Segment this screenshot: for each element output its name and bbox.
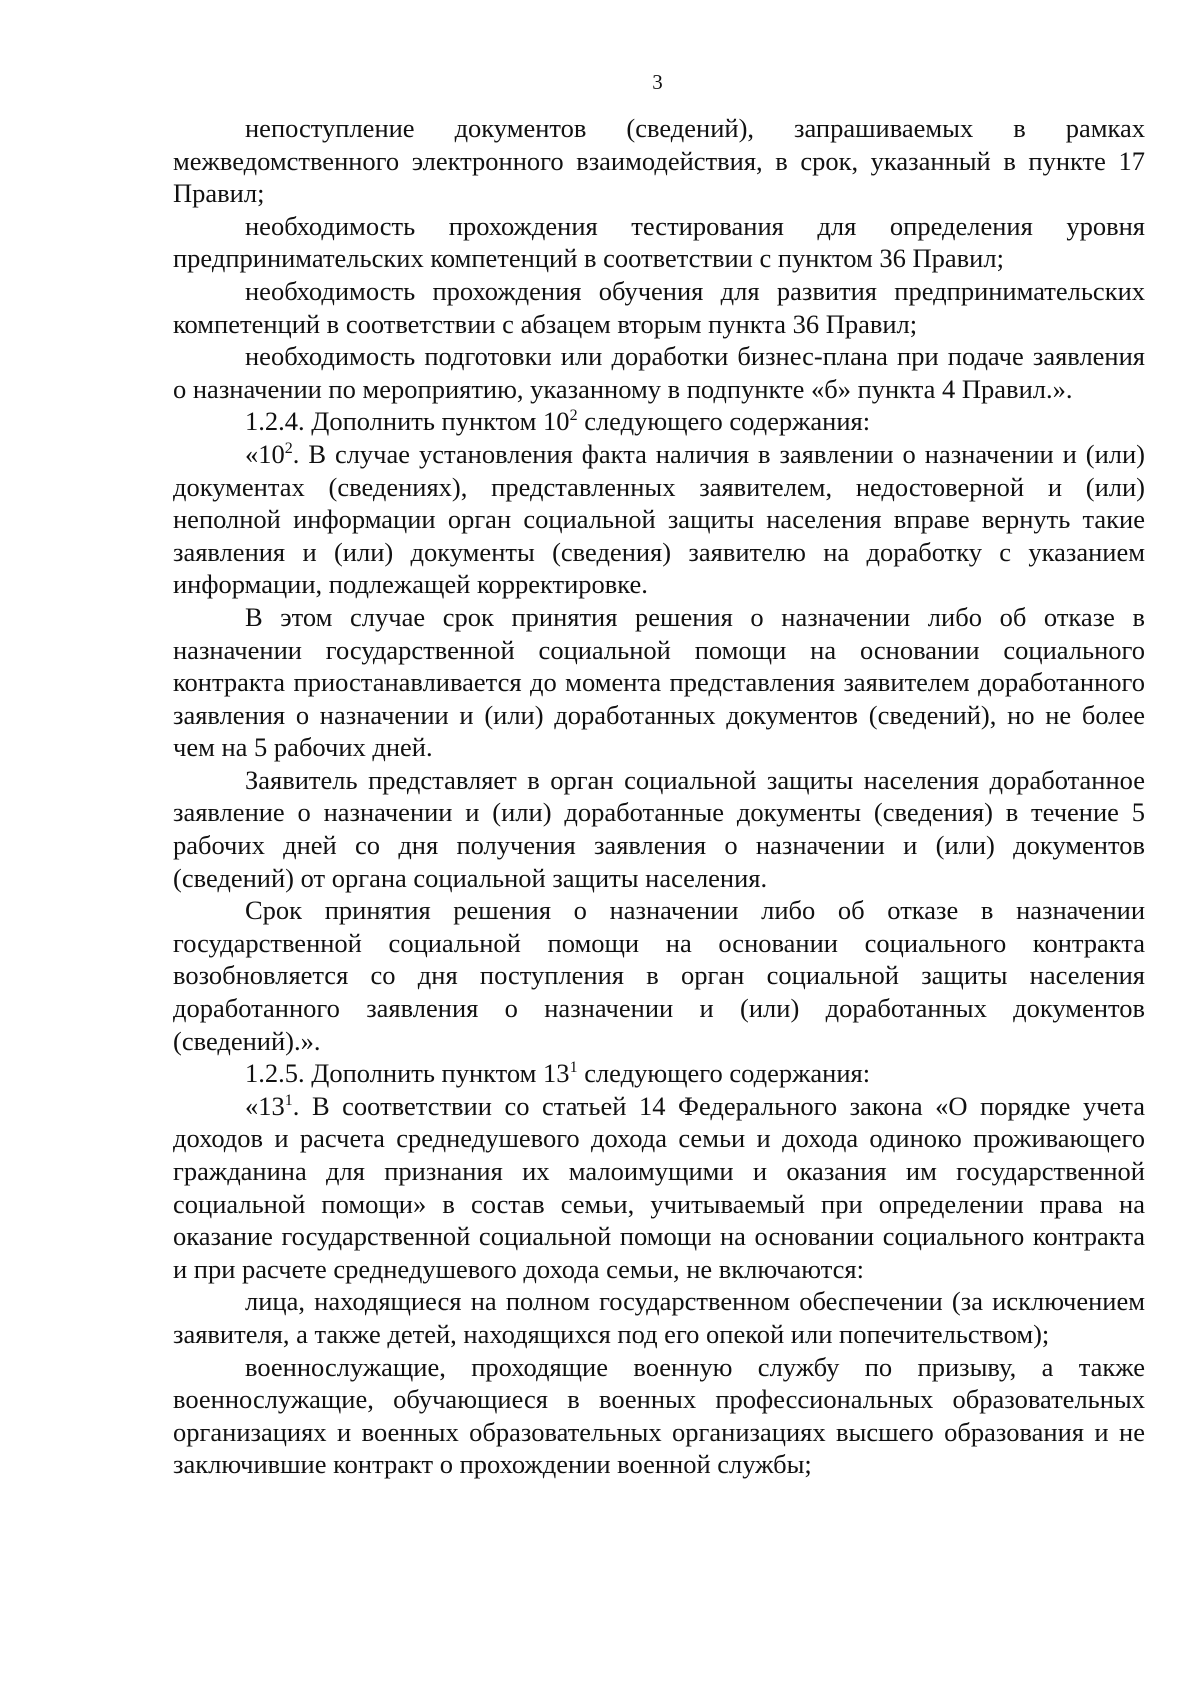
paragraph-text: «10 — [245, 438, 285, 469]
paragraph: необходимость подготовки или доработки бизнес-плана при подаче заявления о назначении по мероприятию, указанному в подпункте «б» пункта 4 Правил.». — [173, 341, 1145, 404]
page-number: 3 — [652, 70, 663, 94]
paragraph-text: «13 — [245, 1090, 285, 1121]
paragraph: Срок принятия решения о назначении либо об отказе в назначении государственной социальной помощи на основании социального контракта возобновляется со дня поступления в орган социальной защиты населения доработанного заявления о назначении и (или) доработанных документов (сведений).». — [173, 895, 1145, 1056]
paragraph-text: 1.2.4. Дополнить пунктом 10 — [245, 406, 570, 437]
paragraph-text: следующего содержания: — [577, 406, 871, 437]
paragraph-text: 1.2.5. Дополнить пунктом 13 — [245, 1058, 570, 1089]
paragraph: необходимость прохождения тестирования для определения уровня предпринимательских компетенций в соответствии с пунктом 36 Правил; — [173, 210, 1145, 274]
paragraph-clause-13-1 — [173, 1090, 1145, 1286]
paragraph: В этом случае срок принятия решения о назначении либо об отказе в назначении государственной социальной помощи на основании социального контракта приостанавливается до момента представления заявителем доработанного заявления о назначении и (или) доработанных документов (сведений), но не более чем на 5 рабочих дней. — [173, 601, 1145, 763]
superscript: 1 — [284, 1091, 293, 1109]
superscript: 2 — [569, 407, 578, 425]
paragraph-text: . В случае установления факта наличия в заявлении о назначении и (или) документах (сведениях), представленных заявителем, недостоверной и (или) неполной информации орган социальной защиты населения вправе вернуть такие заявления и (или) документы (сведения) заявителю на доработку с указанием информации, подлежащей корректировке. — [173, 438, 1145, 600]
paragraph-clause-1-2-5 — [173, 1057, 1145, 1090]
superscript: 1 — [569, 1059, 578, 1077]
paragraph: военнослужащие, проходящие военную службу по призыву, а также военнослужащие, обучающиеся в военных профессиональных образовательных организациях и военных образовательных организациях высшего образования и не заключившие контракт о прохождении военной службы; — [173, 1351, 1145, 1480]
paragraph: лица, находящиеся на полном государственном обеспечении (за исключением заявителя, а также детей, находящихся под его опекой или попечительством); — [173, 1286, 1145, 1349]
paragraph: непоступление документов (сведений), запрашиваемых в рамках межведомственного электронного взаимодействия, в срок, указанный в пункте 17 Правил; — [173, 113, 1145, 209]
paragraph-text: следующего содержания: — [577, 1058, 871, 1089]
paragraph-clause-10-2 — [173, 438, 1145, 601]
paragraph-clause-1-2-4 — [173, 405, 1145, 438]
paragraph-text: . В соответствии со статьей 14 Федерального закона «О порядке учета доходов и расчета среднедушевого дохода семьи и дохода одиноко проживающего гражданина для признания их малоимущими и оказания им государственной социальной помощи» в состав семьи, учитываемый при определении права на оказание государственной социальной помощи на основании социального контракта и при расчете среднедушевого дохода семьи, не включаются: — [173, 1090, 1145, 1284]
paragraph: Заявитель представляет в орган социальной защиты населения доработанное заявление о назначении и (или) доработанные документы (сведения) в течение 5 рабочих дней со дня получения заявления о назначении и (или) документов (сведений) от органа социальной защиты населения. — [173, 764, 1145, 893]
superscript: 2 — [284, 439, 293, 457]
document-body — [173, 112, 1145, 1481]
paragraph: необходимость прохождения обучения для развития предпринимательских компетенций в соответствии с абзацем вторым пункта 36 Правил; — [173, 275, 1145, 339]
